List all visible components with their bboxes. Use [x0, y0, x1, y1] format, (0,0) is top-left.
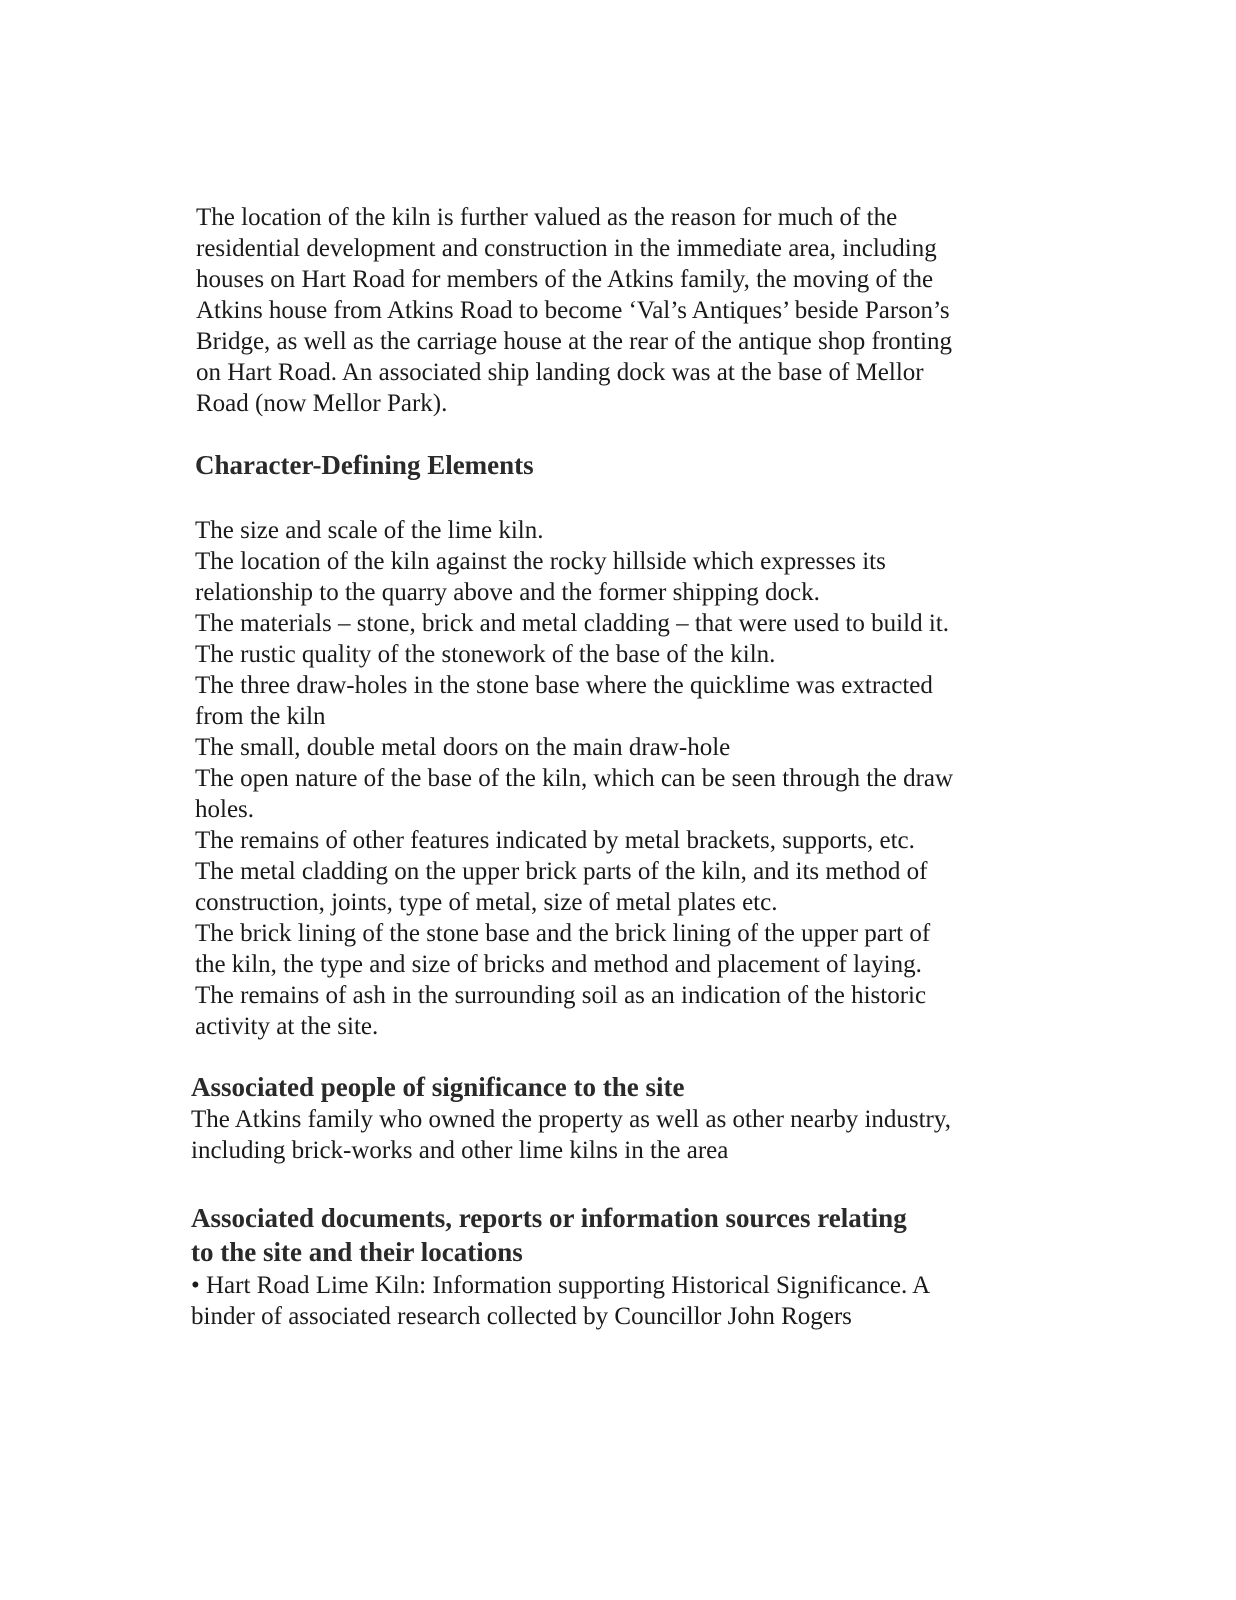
associated-people-paragraph	[191, 1104, 1041, 1166]
list-item: The remains of other features indicated by metal brackets, supports, etc.	[195, 827, 915, 854]
list-item: construction, joints, type of metal, size of metal plates etc.	[195, 889, 778, 916]
list-item: The small, double metal doors on the main draw-hole	[195, 734, 731, 761]
character-defining-heading: Character-Defining Elements	[195, 450, 534, 480]
list-item: the kiln, the type and size of bricks and method and placement of laying.	[195, 951, 922, 978]
associated-people-heading: Associated people of significance to the site	[191, 1072, 685, 1102]
paragraph-line: • Hart Road Lime Kiln: Information supporting Historical Significance. A	[191, 1272, 931, 1299]
list-item: The materials – stone, brick and metal cladding – that were used to build it.	[195, 610, 949, 637]
paragraph-line: including brick-works and other lime kilns in the area	[191, 1137, 729, 1164]
heading-line: to the site and their locations	[191, 1237, 523, 1267]
list-item: activity at the site.	[195, 1013, 379, 1040]
list-item: The size and scale of the lime kiln.	[195, 517, 544, 544]
list-item: The remains of ash in the surrounding soil as an indication of the historic	[195, 982, 927, 1009]
intro-paragraph	[196, 202, 1046, 419]
list-item: relationship to the quarry above and the former shipping dock.	[195, 579, 820, 606]
list-item: The location of the kiln against the rocky hillside which expresses its	[195, 548, 886, 575]
paragraph-line: Atkins house from Atkins Road to become ‘Val’s Antiques’ beside Parson’s	[196, 297, 950, 324]
list-item: The rustic quality of the stonework of the base of the kiln.	[195, 641, 776, 668]
list-item: holes.	[195, 796, 255, 823]
paragraph-line: binder of associated research collected by Councillor John Rogers	[191, 1303, 852, 1330]
paragraph-line: on Hart Road. An associated ship landing dock was at the base of Mellor	[196, 359, 924, 386]
character-defining-list	[195, 515, 1045, 1042]
list-item: from the kiln	[195, 703, 326, 730]
heading-line: Associated documents, reports or information sources relating	[191, 1203, 907, 1233]
paragraph-line: Road (now Mellor Park).	[196, 390, 448, 417]
associated-documents-heading	[191, 1201, 1051, 1269]
paragraph-line: The Atkins family who owned the property as well as other nearby industry,	[191, 1106, 952, 1133]
list-item: The brick lining of the stone base and the brick lining of the upper part of	[195, 920, 931, 947]
associated-documents-paragraph	[191, 1270, 1041, 1332]
paragraph-line: The location of the kiln is further valued as the reason for much of the	[196, 204, 898, 231]
list-item: The open nature of the base of the kiln, which can be seen through the draw	[195, 765, 954, 792]
paragraph-line: houses on Hart Road for members of the Atkins family, the moving of the	[196, 266, 934, 293]
list-item: The metal cladding on the upper brick parts of the kiln, and its method of	[195, 858, 928, 885]
paragraph-line: residential development and construction in the immediate area, including	[196, 235, 937, 262]
list-item: The three draw-holes in the stone base where the quicklime was extracted	[195, 672, 933, 699]
paragraph-line: Bridge, as well as the carriage house at the rear of the antique shop fronting	[196, 328, 952, 355]
